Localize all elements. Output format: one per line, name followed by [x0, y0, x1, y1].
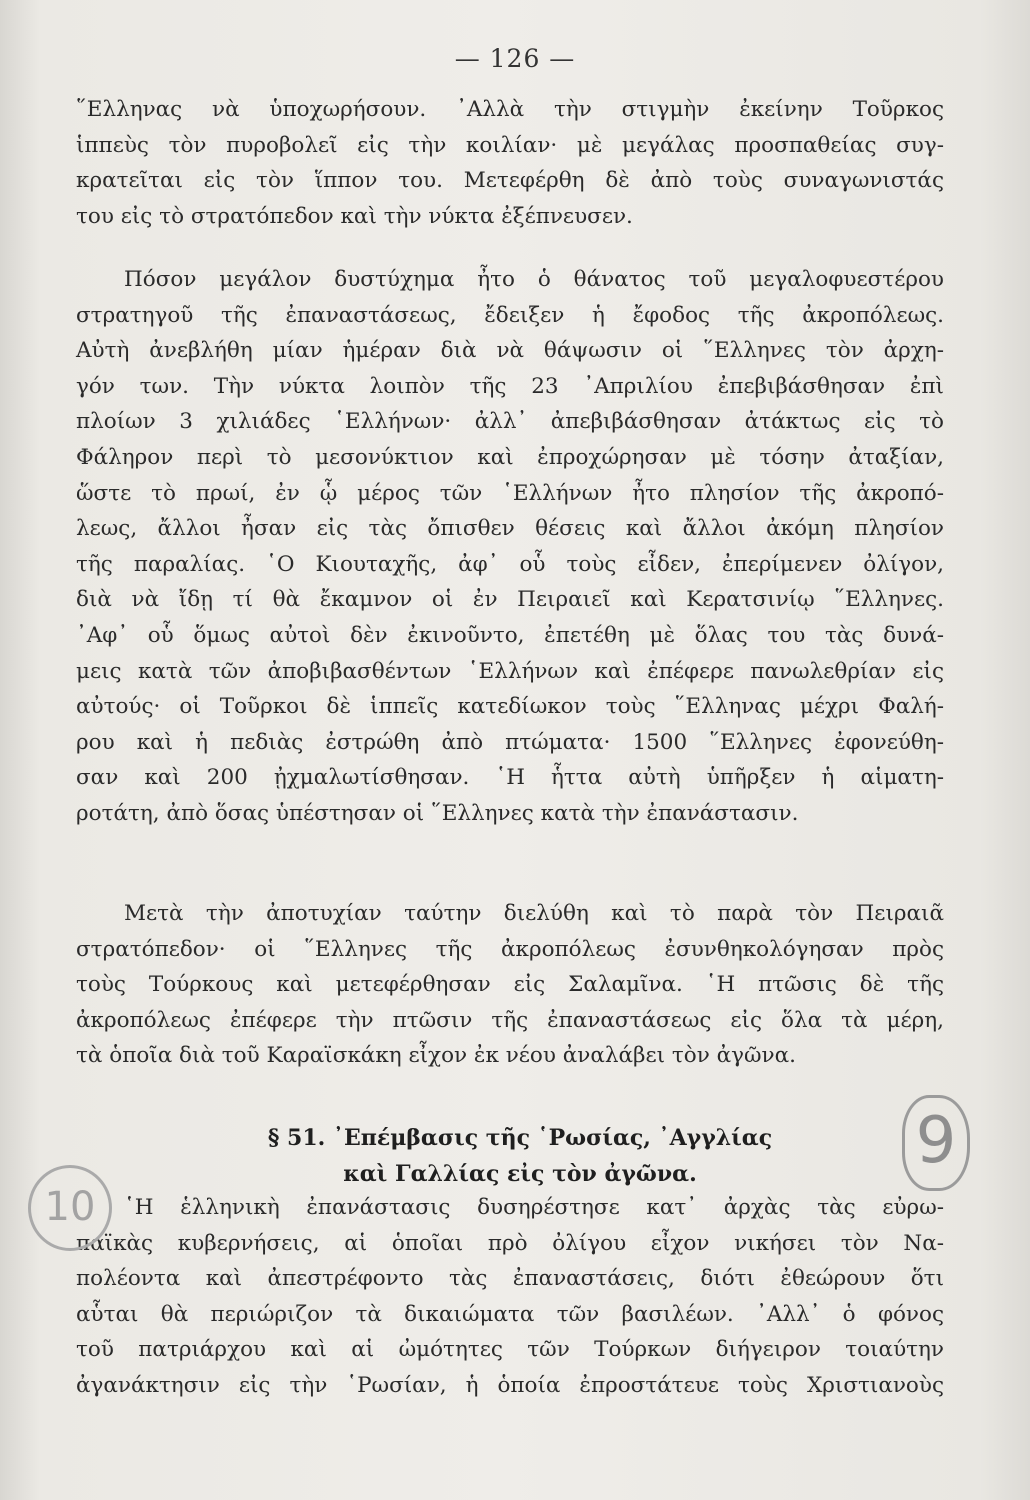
text-line: παϊκὰς κυβερνήσεις, αἱ ὁποῖαι πρὸ ὀλίγου εἶχον νικήσει τὸν Να- — [76, 1230, 944, 1256]
text-line: τοῦ πατριάρχου καὶ αἱ ὠμότητες τῶν Τούρκων διήγειρον τοιαύτην — [76, 1337, 944, 1363]
text-line: ῞Ελληνας νὰ ὑποχωρήσουν. ᾿Αλλὰ τὴν στιγμὴν ἐκείνην Τοῦρκος — [76, 97, 944, 122]
paragraph-1 — [76, 92, 944, 234]
text-line: αὗται θὰ περιώριζον τὰ δικαιώματα τῶν βασιλέων. ᾿Αλλ᾿ ὁ φόνος — [76, 1301, 944, 1327]
text-line: τῆς παραλίας. ῾Ο Κιουταχῆς, ἀφ᾿ οὗ τοὺς εἶδεν, ἐπερίμενεν ὀλίγον, — [76, 551, 944, 577]
text-line: γόν των. Τὴν νύκτα λοιπὸν τῆς 23 ᾿Απριλίου ἐπεβιβάσθησαν ἐπὶ — [76, 373, 944, 399]
text-line: Φάληρον περὶ τὸ μεσονύκτιον καὶ ἐπροχώρησαν μὲ τόσην ἀταξίαν, — [76, 444, 944, 470]
text-line: στρατηγοῦ τῆς ἐπαναστάσεως, ἔδειξεν ἡ ἔφοδος τῆς ἀκροπόλεως. — [76, 302, 944, 328]
section-heading-line-1: § 51. ᾿Επέμβασις τῆς ῾Ρωσίας, ᾿Αγγλίας — [267, 1125, 773, 1151]
text-line: του εἰς τὸ στρατόπεδον καὶ τὴν νύκτα ἐξέπνευσεν. — [76, 203, 633, 229]
paragraph-4 — [76, 1190, 944, 1404]
paragraph-2 — [76, 262, 944, 832]
text-line: λεως, ἄλλοι ἦσαν εἰς τὰς ὄπισθεν θέσεις καὶ ἄλλοι ἀκόμη πλησίον — [76, 516, 944, 542]
text-line: μεις κατὰ τῶν ἀποβιβασθέντων ῾Ελλήνων καὶ ἐπέφερε πανωλεθρίαν εἰς — [76, 658, 944, 684]
paragraph-3 — [76, 896, 944, 1074]
text-line: τοὺς Τούρκους καὶ μετεφέρθησαν εἰς Σαλαμῖνα. ῾Η πτῶσις δὲ τῆς — [76, 972, 944, 998]
text-line: ᾿Αφ᾿ οὗ ὅμως αὐτοὶ δὲν ἐκινοῦντο, ἐπετέθη μὲ ὅλας του τὰς δυνά- — [76, 622, 944, 648]
text-line: ῾Η ἑλληνικὴ ἐπανάστασις δυσηρέστησε κατ᾿ ἀρχὰς τὰς εὐρω- — [124, 1195, 944, 1220]
text-line: ἀκροπόλεως ἐπέφερε τὴν πτῶσιν τῆς ἐπαναστάσεως εἰς ὅλα τὰ μέρη, — [76, 1007, 944, 1033]
text-line: Πόσον μεγάλον δυστύχημα ἦτο ὁ θάνατος τοῦ μεγαλοφυεστέρου — [124, 267, 944, 292]
handwritten-mark-right: 9 — [902, 1095, 970, 1191]
text-line: τὰ ὁποῖα διὰ τοῦ Καραϊσκάκη εἶχον ἐκ νέου ἀναλάβει τὸν ἀγῶνα. — [76, 1043, 796, 1069]
text-line: στρατόπεδον· οἱ ῞Ελληνες τῆς ἀκροπόλεως ἐσυνθηκολόγησαν πρὸς — [76, 936, 944, 962]
section-heading-line-2: καὶ Γαλλίας εἰς τὸν ἀγῶνα. — [343, 1161, 697, 1187]
handwritten-mark-left: 10 — [28, 1165, 112, 1251]
text-line: ὥστε τὸ πρωί, ἐν ᾧ μέρος τῶν ῾Ελλήνων ἦτο πλησίον τῆς ἀκροπό- — [76, 480, 944, 506]
text-line: ἱππεὺς τὸν πυροβολεῖ εἰς τὴν κοιλίαν· μὲ μεγάλας προσπαθείας συγ- — [76, 132, 944, 158]
text-line: Μετὰ τὴν ἀποτυχίαν ταύτην διελύθη καὶ τὸ παρὰ τὸν Πειραιᾶ — [124, 901, 944, 926]
text-line: Αὐτὴ ἀνεβλήθη μίαν ἡμέραν διὰ νὰ θάψωσιν οἱ ῞Ελληνες τὸν ἀρχη- — [76, 338, 944, 364]
page-number: — 126 — — [454, 44, 576, 73]
text-line: ροτάτη, ἀπὸ ὅσας ὑπέστησαν οἱ ῞Ελληνες κατὰ τὴν ἐπανάστασιν. — [76, 800, 799, 826]
text-line: πλοίων 3 χιλιάδες ῾Ελλήνων· ἀλλ᾿ ἀπεβιβάσθησαν ἀτάκτως εἰς τὸ — [76, 409, 944, 435]
text-line: κρατεῖται εἰς τὸν ἵππον του. Μετεφέρθη δὲ ἀπὸ τοὺς συναγωνιστάς — [76, 168, 944, 194]
text-line: διὰ νὰ ἴδῃ τί θὰ ἔκαμνον οἱ ἐν Πειραιεῖ καὶ Κερατσινίῳ ῞Ελληνες. — [76, 587, 944, 613]
section-heading — [120, 1120, 920, 1192]
text-line: αὐτούς· οἱ Τοῦρκοι δὲ ἱππεῖς κατεδίωκον τοὺς ῞Ελληνας μέχρι Φαλή- — [76, 694, 944, 720]
text-line: ἀγανάκτησιν εἰς τὴν ῾Ρωσίαν, ἡ ὁποία ἐπροστάτευε τοὺς Χριστιανοὺς — [76, 1372, 944, 1398]
text-line: πολέοντα καὶ ἀπεστρέφοντο τὰς ἐπαναστάσεις, διότι ἐθεώρουν ὅτι — [76, 1266, 944, 1292]
text-line: σαν καὶ 200 ᾐχμαλωτίσθησαν. ῾Η ἧττα αὐτὴ ὑπῆρξεν ἡ αἱματη- — [76, 765, 944, 791]
text-line: ρου καὶ ἡ πεδιὰς ἐστρώθη ἀπὸ πτώματα· 1500 ῞Ελληνες ἐφονεύθη- — [76, 729, 944, 755]
